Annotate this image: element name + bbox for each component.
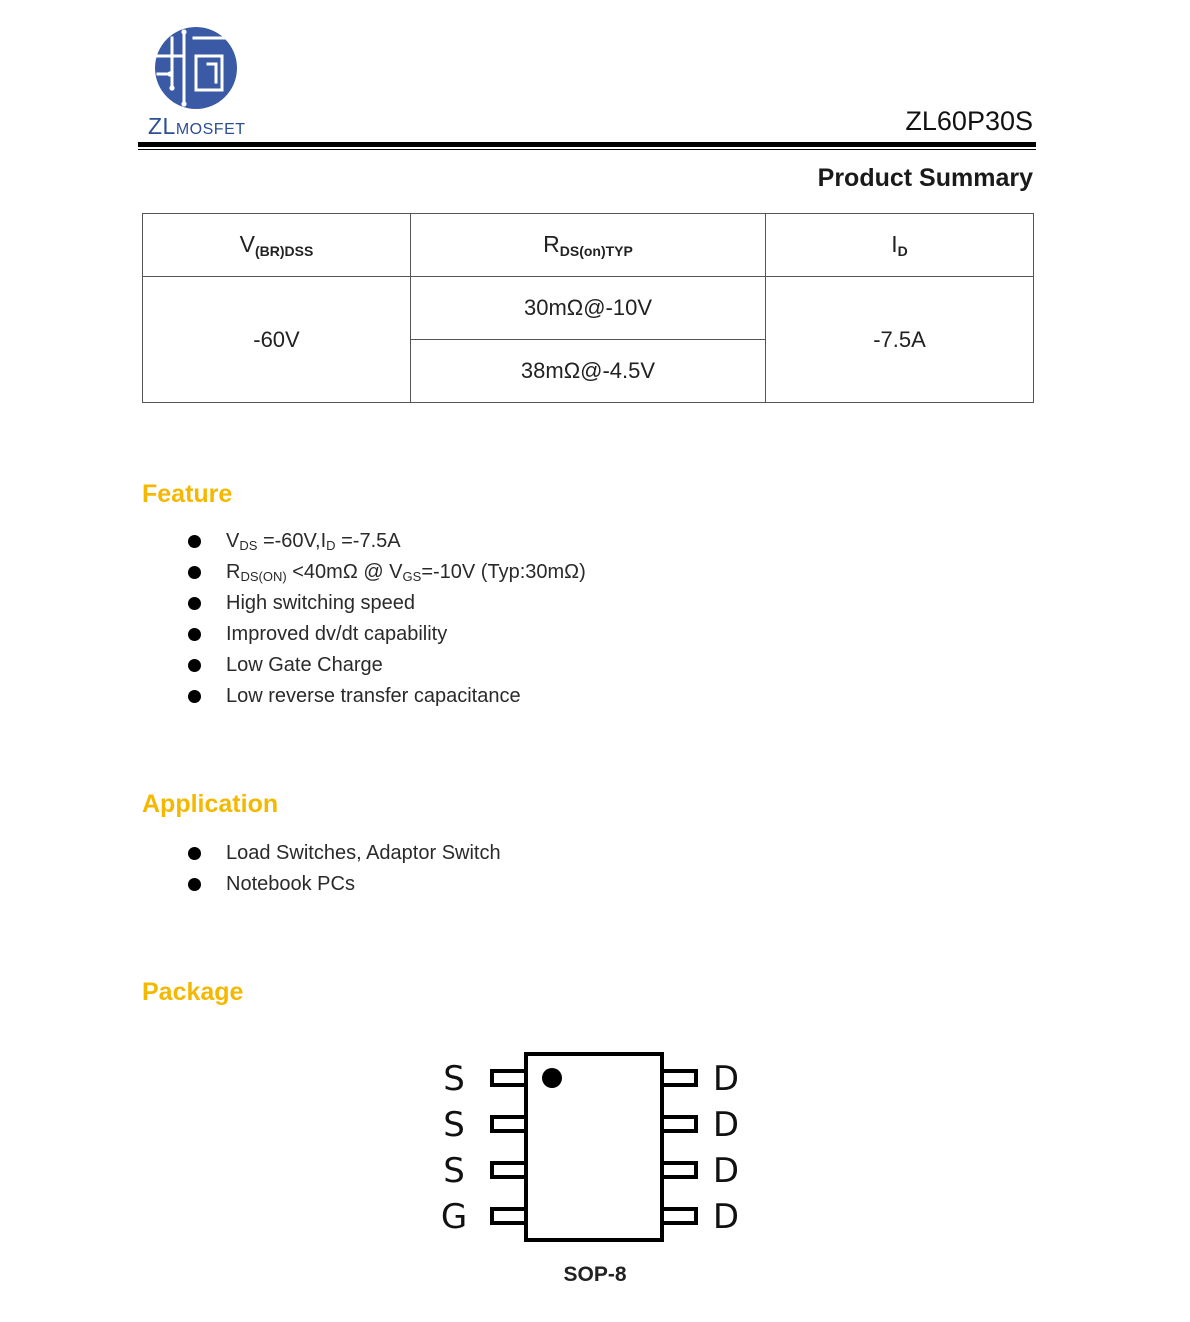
- list-item: $R_{DS(ON)} <40m\Omega$ @ $V_{GS}=-10V$ (Typ:30mΩ): [186, 557, 586, 588]
- pin-lead-right: [662, 1117, 696, 1131]
- pin-lead-left: [492, 1117, 526, 1131]
- application-title: Application: [142, 790, 279, 818]
- package-name: SOP-8: [563, 1263, 627, 1286]
- pin-lead-right: [662, 1209, 696, 1223]
- brand-suffix: MOSFET: [175, 121, 246, 138]
- header-id: $I_D$: [766, 214, 1034, 277]
- table-header-row: [143, 214, 1034, 277]
- cell-vbrdss: -60V: [143, 277, 411, 403]
- list-item: $V_{DS} =-60V,I_D =-7.5A$: [186, 526, 586, 557]
- pin-label-right: D: [712, 1151, 740, 1191]
- bullet-icon: [188, 566, 201, 579]
- application-list: [186, 838, 501, 900]
- pin-label-left: S: [443, 1105, 465, 1145]
- cell-rdson-4v5: 38mΩ@-4.5V: [411, 340, 766, 403]
- list-item: Improved dv/dt capability: [186, 619, 586, 650]
- product-summary-title: Product Summary: [817, 164, 1033, 192]
- header-vbrdss: $V_{(BR)DSS}$: [143, 214, 411, 277]
- pin-label-left: S: [443, 1151, 465, 1191]
- list-item: Load Switches, Adaptor Switch: [186, 838, 501, 869]
- list-item: Low Gate Charge: [186, 650, 586, 681]
- zlmosfet-logo: [150, 26, 244, 110]
- pin-label-right: D: [712, 1105, 740, 1145]
- header-rdson: $R_{DS(on)TYP}$: [411, 214, 766, 277]
- pin-lead-left: [492, 1071, 526, 1085]
- list-item: Low reverse transfer capacitance: [186, 681, 586, 712]
- pin-label-left: S: [443, 1059, 465, 1099]
- package-title: Package: [142, 978, 244, 1006]
- header-rule-thin: [138, 149, 1036, 150]
- pin-lead-right: [662, 1071, 696, 1085]
- pin-label-right: D: [712, 1059, 740, 1099]
- cell-rdson-10v: 30mΩ@-10V: [411, 277, 766, 340]
- bullet-icon: [188, 628, 201, 641]
- list-item: Notebook PCs: [186, 869, 501, 900]
- pin-lead-left: [492, 1163, 526, 1177]
- bullet-icon: [188, 690, 201, 703]
- brand-name: [148, 113, 246, 140]
- bullet-icon: [188, 878, 201, 891]
- feature-title: Feature: [142, 480, 233, 508]
- cell-id: -7.5A: [766, 277, 1034, 403]
- product-summary-table: [142, 213, 1034, 403]
- pin-label-left: G: [440, 1197, 468, 1237]
- list-item: High switching speed: [186, 588, 586, 619]
- feature-list: [186, 526, 586, 712]
- pin-lead-left: [492, 1209, 526, 1223]
- part-number: ZL60P30S: [905, 106, 1033, 136]
- bullet-icon: [188, 847, 201, 860]
- header-rule-thick: [138, 142, 1036, 147]
- sop8-package-diagram: [430, 1042, 760, 1252]
- bullet-icon: [188, 597, 201, 610]
- pin-lead-right: [662, 1163, 696, 1177]
- table-row: [143, 277, 1034, 340]
- pin-label-right: D: [712, 1197, 740, 1237]
- brand-prefix: ZL: [148, 113, 176, 139]
- bullet-icon: [188, 535, 201, 548]
- pin1-marker-icon: [542, 1068, 562, 1088]
- bullet-icon: [188, 659, 201, 672]
